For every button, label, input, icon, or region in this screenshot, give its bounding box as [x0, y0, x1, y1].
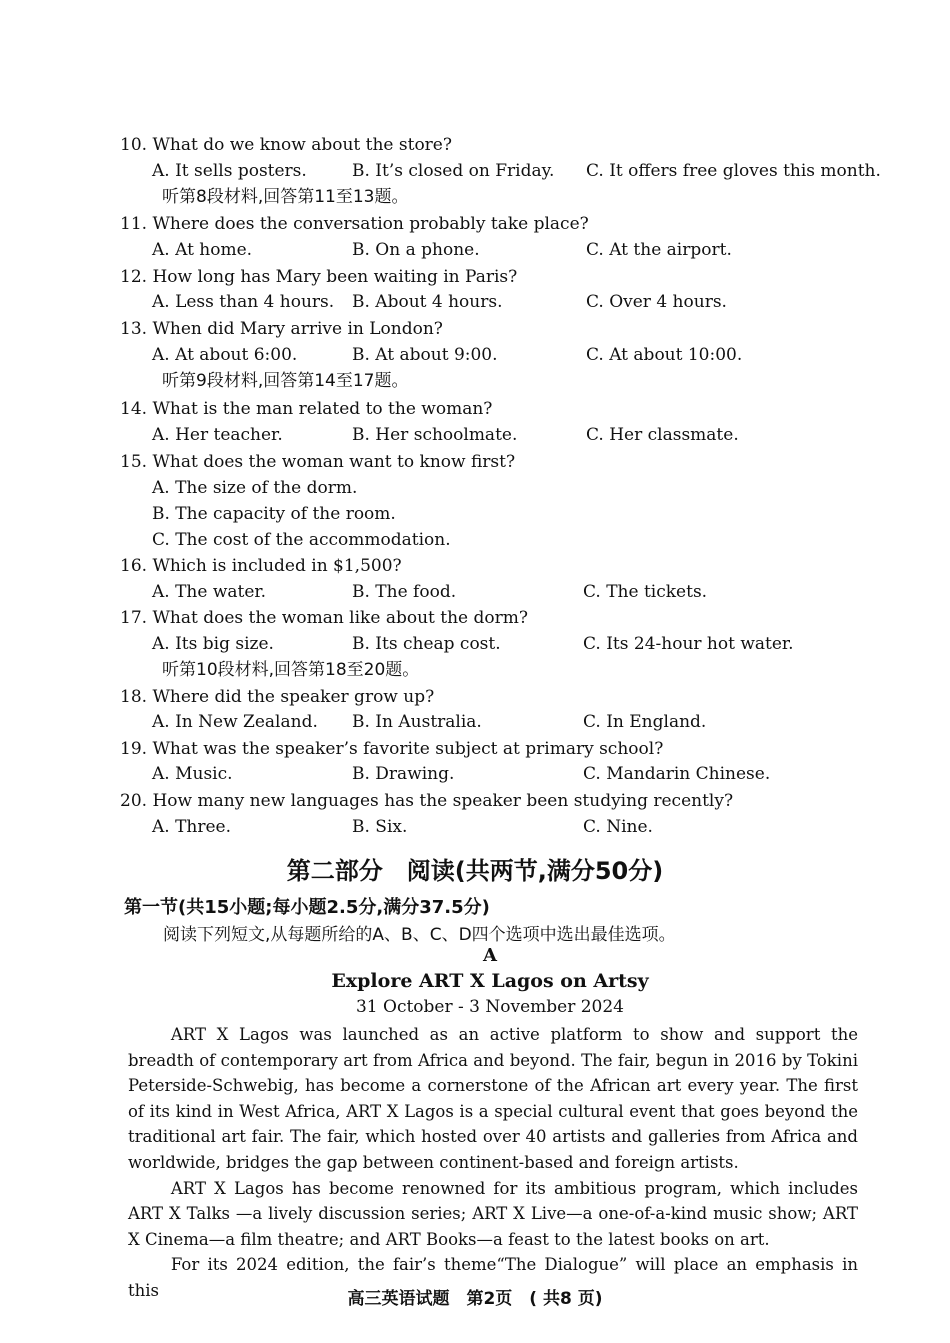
option-b: B. On a phone.: [352, 240, 480, 260]
paragraph-3: For its 2024 edition, the fair’s theme“The Dialogue” will place an emphasis in this: [128, 1255, 858, 1300]
question-16: 16. Which is included in $1,500?: [120, 556, 402, 576]
option-a: A. It sells posters.: [152, 161, 307, 181]
option-c: C. Over 4 hours.: [586, 292, 727, 312]
part-two-heading: 第二部分 阅读(共两节,满分50分): [286, 857, 664, 885]
option-b: B. Her schoolmate.: [352, 425, 518, 445]
passage-letter: A: [483, 945, 497, 966]
question-12: 12. How long has Mary been waiting in Paris?: [120, 267, 518, 287]
option-b: B. Drawing.: [352, 764, 455, 784]
option-b: B. The food.: [352, 582, 457, 602]
option-c: C. Nine.: [583, 817, 653, 837]
option-c: C. At about 10:00.: [586, 345, 743, 365]
option-b: B. It’s closed on Friday.: [352, 161, 555, 181]
option-c: C. At the airport.: [586, 240, 732, 260]
question-10: 10. What do we know about the store?: [120, 135, 452, 155]
option-a: A. The water.: [152, 582, 267, 602]
option-b: B. Its cheap cost.: [352, 634, 501, 654]
option-b: B. The capacity of the room.: [152, 504, 396, 524]
option-a: A. Its big size.: [152, 634, 274, 654]
option-b: B. Six.: [352, 817, 408, 837]
option-a: A. Three.: [152, 817, 232, 837]
option-a: A. The size of the dorm.: [152, 478, 358, 498]
option-a: A. Less than 4 hours.: [152, 292, 335, 312]
paragraph-2: ART X Lagos has become renowned for its ambitious program, which includes ART X Talks —a lively discussion series; ART X Live—a one-of-a-kind music show; ART X Cinema—a film theatre; and ART Books—a feast to the latest books on art.: [128, 1178, 858, 1249]
option-c: C. Her classmate.: [586, 425, 739, 445]
paragraph-1: ART X Lagos was launched as an active platform to show and support the breadth of contemporary art from Africa and beyond. The fair, begun in 2016 by Tokini Peterside-Schwebig, has become a cornerstone of the African art every year. The first of its kind in West Africa, ART X Lagos is a special cultural event that goes beyond the traditional art fair. The fair, which hosted over 40 artists and galleries from Africa and worldwide, bridges the gap between continent-based and foreign artists.: [128, 1025, 858, 1172]
question-17: 17. What does the woman like about the dorm?: [120, 608, 528, 628]
page-footer: 高三英语试题 第2页 ( 共8 页): [347, 1289, 603, 1309]
option-c: C. It offers free gloves this month.: [586, 161, 881, 181]
option-c: C. The cost of the accommodation.: [152, 530, 451, 550]
option-a: A. Her teacher.: [152, 425, 283, 445]
question-14: 14. What is the man related to the woman?: [120, 399, 493, 419]
section-one-heading: 第一节(共15小题;每小题2.5分,满分37.5分): [124, 897, 490, 918]
option-b: B. At about 9:00.: [352, 345, 498, 365]
question-13: 13. When did Mary arrive in London?: [120, 319, 443, 339]
option-b: B. In Australia.: [352, 712, 482, 732]
option-c: C. The tickets.: [583, 582, 708, 602]
option-c: C. Mandarin Chinese.: [583, 764, 771, 784]
instruction-section-10: 听第10段材料,回答第18至20题。: [162, 660, 420, 680]
option-a: A. In New Zealand.: [152, 712, 318, 732]
question-18: 18. Where did the speaker grow up?: [120, 687, 435, 707]
instruction-section-9: 听第9段材料,回答第14至17题。: [162, 371, 409, 391]
option-a: A. At home.: [152, 240, 253, 260]
question-19: 19. What was the speaker’s favorite subject at primary school?: [120, 739, 664, 759]
question-20: 20. How many new languages has the speaker been studying recently?: [120, 791, 734, 811]
passage-title: Explore ART X Lagos on Artsy: [331, 970, 649, 992]
option-c: C. In England.: [583, 712, 707, 732]
passage-date: 31 October - 3 November 2024: [355, 997, 625, 1017]
question-15: 15. What does the woman want to know first?: [120, 452, 516, 472]
option-a: A. Music.: [152, 764, 233, 784]
option-a: A. At about 6:00.: [152, 345, 298, 365]
passage-body: [128, 1022, 858, 1304]
question-11: 11. Where does the conversation probably take place?: [120, 214, 589, 234]
section-one-instruction: 阅读下列短文,从每题所给的A、B、C、D四个选项中选出最佳选项。: [163, 925, 676, 945]
option-c: C. Its 24-hour hot water.: [583, 634, 794, 654]
instruction-section-8: 听第8段材料,回答第11至13题。: [162, 187, 409, 207]
option-b: B. About 4 hours.: [352, 292, 503, 312]
